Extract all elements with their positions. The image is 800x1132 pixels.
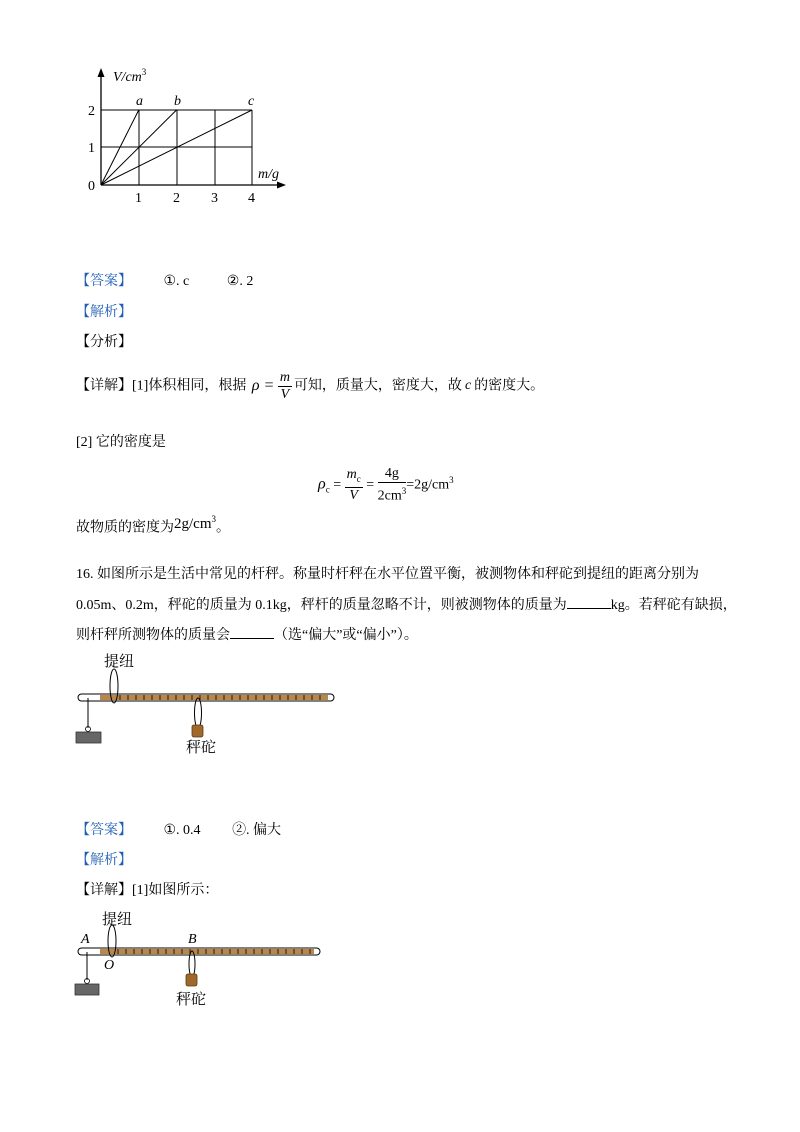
conclusion-value: 2g/cm xyxy=(174,515,212,532)
fig2-label-bottom: 秤砣 xyxy=(176,992,207,1008)
calc-rho-sub: c xyxy=(325,484,330,495)
answer-blank-1[interactable] xyxy=(567,596,611,609)
x-tick-label: 1 xyxy=(135,191,142,206)
q16-line-2a: 0.05m、0.2m，秤砣的质量为 0.1kg，秤杆的质量忽略不计，则被测物体的质量为 xyxy=(76,598,567,613)
calc-4g: 4g xyxy=(378,466,407,483)
fig2-label-O: O xyxy=(104,958,115,973)
density-calculation xyxy=(318,460,454,504)
q16-analysis-tag: 【解析】 xyxy=(76,853,132,868)
answer-2: ②. 偏大 xyxy=(232,823,282,838)
q16-line-1: 16. 如图所示是生活中常见的杆秤。称量时杆秤在水平位置平衡，被测物体和秤砣到提纽的距离分别为 xyxy=(76,567,699,582)
formula-rho: ρ = xyxy=(251,377,275,394)
x-axis-label: m/g xyxy=(258,167,279,182)
line-label-a: a xyxy=(136,94,143,109)
conclusion-end: 。 xyxy=(216,520,230,536)
y-tick-label: 1 xyxy=(88,141,95,156)
q16-answer-line xyxy=(76,822,281,840)
origin-label: 0 xyxy=(88,179,95,194)
q16-line-3a: 则杆秤所测物体的质量会 xyxy=(76,628,230,643)
detail-1b: 可知，质量大，密度大，故 xyxy=(293,378,462,394)
q15-answer-line xyxy=(76,273,253,291)
q16-detail: 【详解】[1]如图所示： xyxy=(76,883,219,898)
detail-1c: c xyxy=(464,378,472,394)
q15-conclusion xyxy=(76,514,230,538)
y-axis-label-power: 3 xyxy=(141,67,147,77)
calc-eq-2: = xyxy=(366,477,375,493)
calc-m: m xyxy=(346,467,357,483)
y-axis-arrow xyxy=(98,68,105,77)
q15-detail-1 xyxy=(76,366,544,406)
x-axis-arrow xyxy=(277,182,286,189)
calc-2cm: 2cm xyxy=(377,488,402,504)
x-tick-label: 2 xyxy=(173,191,180,206)
density-formula xyxy=(252,366,292,406)
fenxi-tag: 【分析】 xyxy=(76,335,132,350)
answer-1: ①. 0.4 xyxy=(163,823,201,838)
line-label-b: b xyxy=(174,94,181,109)
detail-1d: 的密度大。 xyxy=(474,378,545,394)
conclusion-text: 故物质的密度为 xyxy=(76,520,174,536)
calc-result: =2g/cm xyxy=(406,477,450,493)
fig1-label-top: 提纽 xyxy=(104,654,135,670)
calc-rho: ρ xyxy=(318,475,326,493)
calc-result-sup: 3 xyxy=(449,475,454,485)
answer-tag: 【答案】 xyxy=(76,823,132,838)
q16-line-2b: kg。若秤砣有缺损， xyxy=(610,598,737,613)
q16-line-3 xyxy=(76,626,418,645)
line-label-c: c xyxy=(248,94,255,109)
q16-line-3b: （选“偏大”或“偏小”）。 xyxy=(274,628,418,643)
formula-m: m xyxy=(279,369,290,385)
calc-2cm-sup: 3 xyxy=(401,486,407,497)
fig1-label-bottom: 秤砣 xyxy=(186,740,217,756)
calc-eq: = xyxy=(333,477,342,493)
answer-1: ①. c xyxy=(163,274,190,289)
fig2-label-B: B xyxy=(188,932,197,947)
answer-tag: 【答案】 xyxy=(76,274,132,289)
x-tick-label: 3 xyxy=(211,191,218,206)
steelyard-figure-1 xyxy=(70,650,350,760)
detail-1a: [1]体积相同，根据 xyxy=(132,378,247,394)
steelyard-figure-2 xyxy=(70,908,340,1013)
density-graph xyxy=(80,62,300,212)
conclusion-sup: 3 xyxy=(211,514,216,524)
answer-blank-2[interactable] xyxy=(230,626,274,639)
x-tick-label: 4 xyxy=(248,191,255,206)
detail-tag: 【详解】 xyxy=(76,378,132,394)
fig2-label-A: A xyxy=(81,932,90,947)
answer-2: ②. 2 xyxy=(226,274,254,289)
q15-detail-2: [2] 它的密度是 xyxy=(76,435,166,450)
calc-m-sub: c xyxy=(356,473,361,484)
formula-V: V xyxy=(280,386,290,402)
fig2-label-top: 提纽 xyxy=(102,912,133,928)
y-tick-label: 2 xyxy=(88,104,95,119)
calc-V: V xyxy=(349,487,358,503)
analysis-tag: 【解析】 xyxy=(76,305,132,320)
q16-line-2 xyxy=(76,596,737,615)
y-axis-label: $V/cm^3$ xyxy=(113,67,147,85)
